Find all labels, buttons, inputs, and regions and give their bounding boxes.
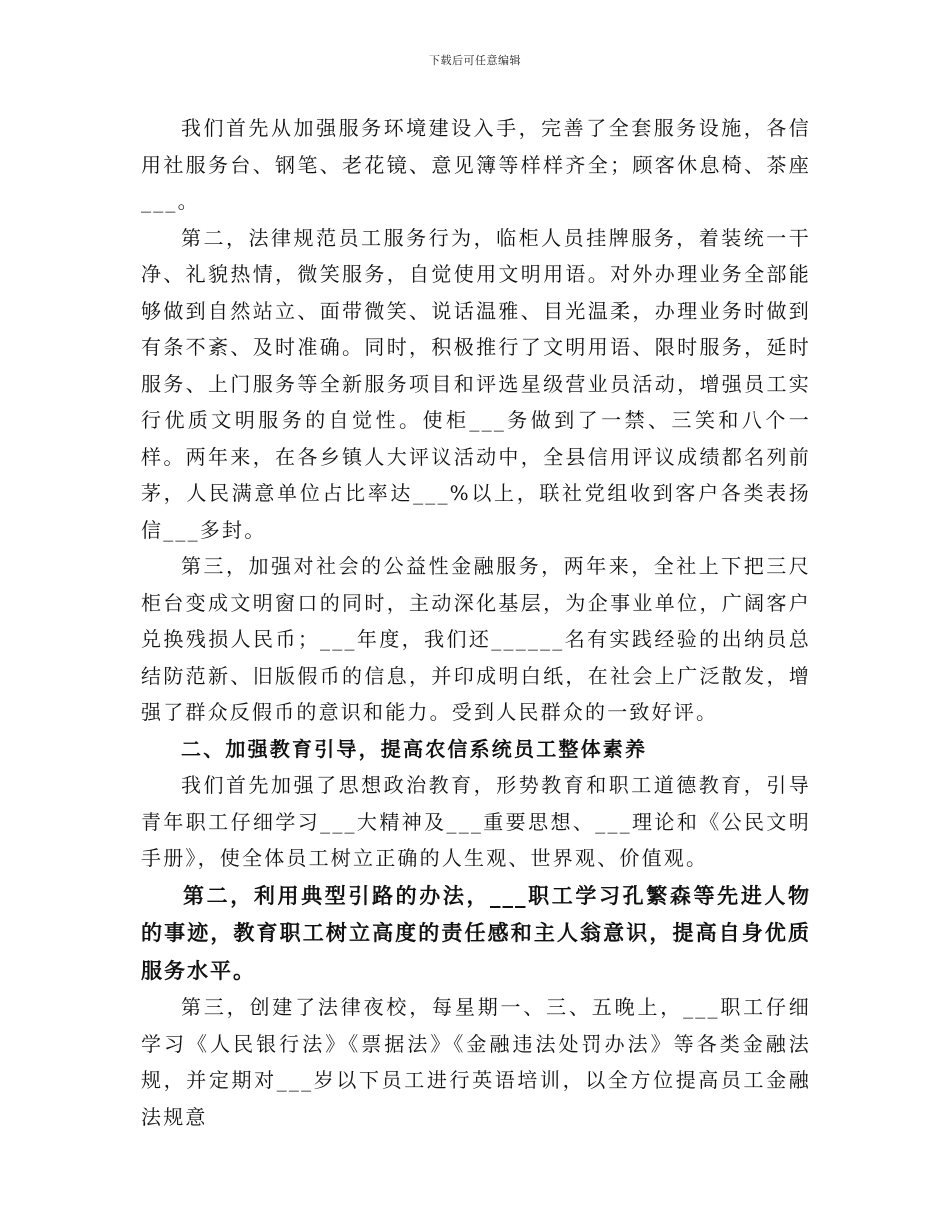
paragraph-political-education: 我们首先加强了思想政治教育，形势教育和职工道德教育，引导青年职工仔细学习___大精神及___重要思想、___理论和《公民文明手册》，使全体员工树立正确的人生观、世界观、价值观。 — [141, 773, 811, 870]
paragraph-law-night-school: 第三，创建了法律夜校，每星期一、三、五晚上，___职工仔细学习《人民银行法》《票据法》《金融违法处罚办法》等各类金融法规，并定期对___岁以下员工进行英语培训，以全方位提高员工金融法规意 — [141, 995, 811, 1129]
paragraph-service-environment: 我们首先从加强服务环境建设入手，完善了全套服务设施，各信用社服务台、钢笔、老花镜、意见簿等样样齐全；顾客休息椅、茶座___。 — [141, 116, 811, 213]
page-header: 下载后可任意编辑 — [429, 54, 521, 67]
section-heading-education: 二、加强教育引导，提高农信系统员工整体素养 — [181, 736, 648, 761]
paragraph-role-models: 第二，利用典型引路的办法，___职工学习孔繁森等先进人物的事迹，教育职工树立高度的责任感和主人翁意识，提高自身优质服务水平。 — [141, 882, 811, 983]
paragraph-public-service: 第三，加强对社会的公益性金融服务，两年来，全社上下把三尺柜台变成文明窗口的同时，主动深化基层，为企事业单位，广阔客户兑换残损人民币；___年度，我们还______名有实践经验的出纳员总结防范新、旧版假币的信息，并印成明白纸，在社会上广泛散发，增强了群众反假币的意识和能力。受到人民群众的一致好评。 — [141, 554, 811, 724]
paragraph-service-behavior: 第二，法律规范员工服务行为，临柜人员挂牌服务，着装统一干净、礼貌热情，微笑服务，自觉使用文明用语。对外办理业务全部能够做到自然站立、面带微笑、说话温雅、目光温柔，办理业务时做到有条不紊、及时准确。同时，积极推行了文明用语、限时服务，延时服务、上门服务等全新服务项目和评选星级营业员活动，增强员工实行优质文明服务的自觉性。使柜___务做到了一禁、三笑和八个一样。两年来，在各乡镇人大评议活动中，全县信用评议成绩都名列前茅，人民满意单位占比率达___%以上，联社党组收到客户各类表扬信___多封。 — [141, 225, 811, 542]
document-body — [141, 110, 811, 1135]
